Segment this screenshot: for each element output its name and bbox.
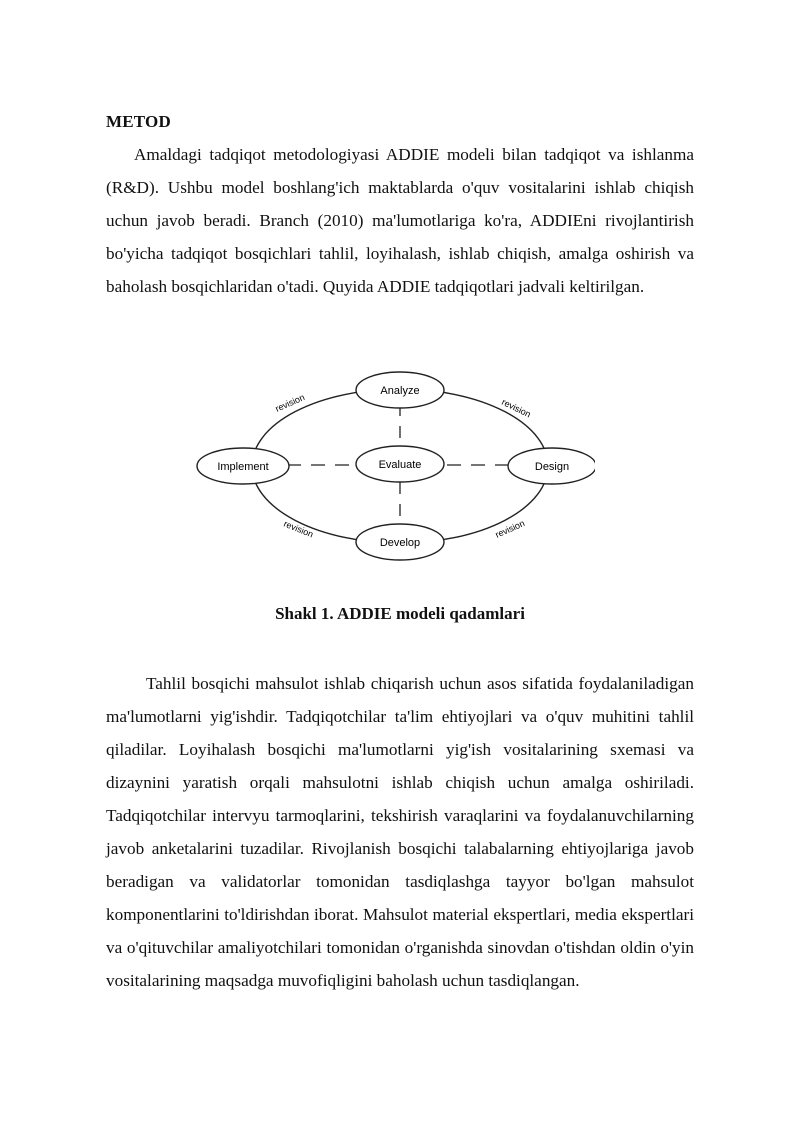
node-design-label: Design <box>534 461 570 473</box>
node-design <box>508 448 595 484</box>
node-analyze-label: Analyze <box>380 385 420 397</box>
revision-label-top-left: revision <box>273 392 307 414</box>
addie-diagram-svg <box>195 364 595 564</box>
node-implement <box>197 448 289 484</box>
intro-paragraph: Amaldagi tadqiqot metodologiyasi ADDIE modeli bilan tadqiqot va ishlanma (R&D). Ushbu model boshlang'ich maktablarda o'quv vositalarini ishlab chiqish uchun javob beradi. Branch (2010) ma'lumotlariga ko'ra, ADDIEni rivojlantirish bo'yicha tadqiqot bosqichlari tahlil, loyihalash, ishlab chiqish, amalga oshirish va baholash bosqichlaridan o'tadi. Quyida ADDIE tadqiqotlari jadvali keltirilgan. <box>106 145 694 296</box>
revision-label-top-right: revision <box>500 396 533 420</box>
body-paragraph: Tahlil bosqichi mahsulot ishlab chiqarish uchun asos sifatida foydalaniladigan ma'lumotlarni yig'ishdir. Tadqiqotchilar ta'lim ehtiyojlari va o'quv muhitini tahlil qiladilar. Loyihalash bosqichi ma'lumotlarni yig'ish vositalarining sxemasi va dizaynini yaratish orqali mahsulotni ishlab chiqish uchun amalga oshiriladi. Tadqiqotchilar intervyu tarmoqlarini, tekshirish varaqlarini va foydalanuvchilarning javob anketalarini tuzadilar. Rivojlanish bosqichi talabalarning ehtiyojlariga javob beradigan va validatorlar tomonidan tasdiqlashga tayyor bo'lgan mahsulot komponentlarini to'ldirishdan iborat. Mahsulot material ekspertlari, media ekspertlari va o'qituvchilar amaliyotchilari tomonidan o'rganishda sinovdan o'tishdan oldin o'yin vositalarining maqsadga muvofiqligini baholash uchun tasdiqlangan. <box>106 674 694 990</box>
figure-caption: Shakl 1. ADDIE modeli qadamlari <box>275 604 525 623</box>
node-develop-label: Develop <box>379 537 421 549</box>
revision-label-bottom-left: revision <box>282 518 315 540</box>
node-develop <box>356 524 444 560</box>
section-heading: METOD <box>106 112 171 131</box>
addie-diagram <box>195 364 595 564</box>
revision-label-bottom-right: revision <box>493 518 527 540</box>
node-implement-label: Implement <box>217 461 269 473</box>
node-evaluate-label: Evaluate <box>378 459 422 471</box>
node-analyze <box>356 372 444 408</box>
node-evaluate <box>356 446 444 482</box>
